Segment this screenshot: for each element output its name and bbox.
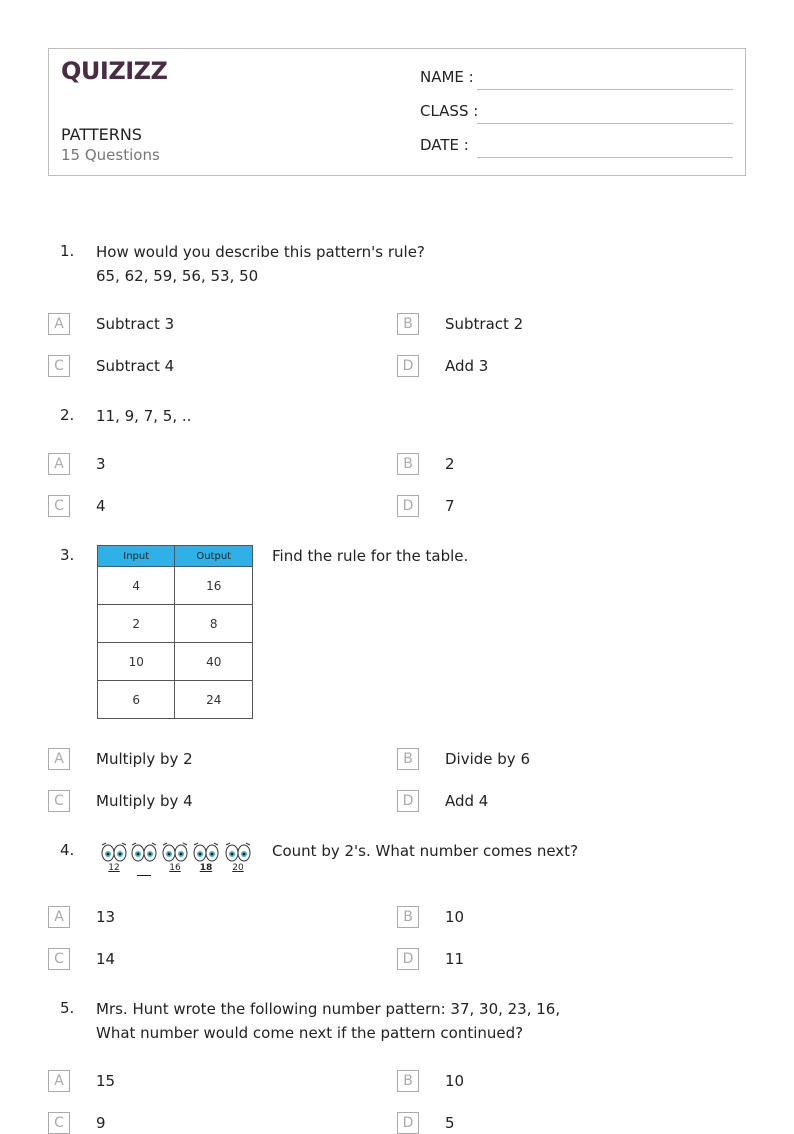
table-row	[98, 643, 253, 681]
table-cell: 24	[175, 681, 253, 719]
option-text: Subtract 3	[96, 315, 175, 333]
option-text: Divide by 6	[445, 750, 530, 768]
option-letter: D	[397, 495, 419, 517]
option-letter: D	[397, 948, 419, 970]
question-text-line: 65, 62, 59, 56, 53, 50	[96, 267, 259, 285]
table-cell: 8	[175, 605, 253, 643]
question-text-line: 11, 9, 7, 5, ..	[96, 407, 192, 425]
question-text	[272, 544, 468, 568]
question-number: 2.	[60, 406, 75, 424]
table-row	[98, 681, 253, 719]
eyes-counting-image	[100, 842, 252, 880]
date-line	[477, 157, 733, 158]
table-cell: 6	[98, 681, 175, 719]
option-text: Subtract 4	[96, 357, 175, 375]
question-text-line: Count by 2's. What number comes next?	[272, 842, 579, 860]
option-letter: C	[48, 355, 70, 377]
option-letter: B	[397, 453, 419, 475]
table-cell: 2	[98, 605, 175, 643]
table-row	[98, 605, 253, 643]
worksheet-header	[48, 48, 746, 176]
option-letter: C	[48, 948, 70, 970]
quizizz-logo: QUIZIZZ	[61, 57, 168, 85]
table-header: Input	[98, 546, 175, 567]
question-number: 5.	[60, 999, 75, 1017]
question-number: 1.	[60, 242, 75, 260]
question-number: 4.	[60, 841, 75, 859]
eyes-group	[224, 842, 252, 880]
option-letter: A	[48, 748, 70, 770]
eyes-icon	[100, 842, 128, 862]
table-cell: 10	[98, 643, 175, 681]
date-label: DATE :	[420, 136, 469, 154]
option-text: 13	[96, 908, 116, 926]
option-text: Multiply by 2	[96, 750, 193, 768]
table-cell: 40	[175, 643, 253, 681]
question-number: 3.	[60, 546, 75, 564]
option-letter: B	[397, 748, 419, 770]
question-text	[272, 839, 578, 863]
table-cell: 4	[98, 567, 175, 605]
option-letter: A	[48, 453, 70, 475]
eye-count-label: 12	[108, 863, 120, 873]
name-line	[477, 89, 733, 90]
option-letter: B	[397, 1070, 419, 1092]
option-text: 14	[96, 950, 116, 968]
option-letter: B	[397, 313, 419, 335]
question-text	[96, 404, 191, 428]
eye-count-label: 20	[232, 863, 244, 873]
eyes-group	[130, 842, 158, 880]
eye-count-label: 16	[169, 863, 181, 873]
eyes-group	[192, 842, 220, 880]
option-text: 10	[445, 1072, 465, 1090]
option-text: 2	[445, 455, 455, 473]
class-label: CLASS :	[420, 102, 479, 120]
question-count: 15 Questions	[61, 146, 160, 164]
option-text: 9	[96, 1114, 106, 1132]
class-line	[477, 123, 733, 124]
option-letter: D	[397, 1112, 419, 1134]
eyes-icon	[192, 842, 220, 862]
eye-count-label: 18	[199, 863, 213, 873]
question-text-line: How would you describe this pattern's rule?	[96, 243, 425, 261]
option-letter: D	[397, 355, 419, 377]
option-text: 4	[96, 497, 106, 515]
option-text: 7	[445, 497, 455, 515]
option-letter: C	[48, 790, 70, 812]
eyes-icon	[161, 842, 189, 862]
blank-answer-line	[137, 875, 151, 876]
option-text: 11	[445, 950, 465, 968]
option-text: 15	[96, 1072, 116, 1090]
option-letter: A	[48, 1070, 70, 1092]
eyes-group	[100, 842, 128, 880]
option-text: 3	[96, 455, 106, 473]
option-text: Add 4	[445, 792, 489, 810]
name-label: NAME :	[420, 68, 474, 86]
option-text: Add 3	[445, 357, 489, 375]
option-text: 10	[445, 908, 465, 926]
option-text: Subtract 2	[445, 315, 524, 333]
option-text: Multiply by 4	[96, 792, 193, 810]
option-letter: A	[48, 313, 70, 335]
table-header: Output	[175, 546, 253, 567]
question-text-line: Mrs. Hunt wrote the following number pattern: 37, 30, 23, 16,	[96, 1000, 561, 1018]
question-text-line: What number would come next if the pattern continued?	[96, 1024, 524, 1042]
worksheet-title: PATTERNS	[61, 125, 142, 144]
option-letter: D	[397, 790, 419, 812]
question-text-line: Find the rule for the table.	[272, 547, 469, 565]
option-letter: B	[397, 906, 419, 928]
option-text: 5	[445, 1114, 455, 1132]
option-letter: C	[48, 495, 70, 517]
table-row	[98, 567, 253, 605]
question-text	[96, 240, 425, 288]
table-cell: 16	[175, 567, 253, 605]
option-letter: A	[48, 906, 70, 928]
eyes-icon	[130, 842, 158, 862]
question-text	[96, 997, 560, 1045]
input-output-table	[97, 545, 253, 719]
eyes-icon	[224, 842, 252, 862]
option-letter: C	[48, 1112, 70, 1134]
eyes-group	[161, 842, 189, 880]
